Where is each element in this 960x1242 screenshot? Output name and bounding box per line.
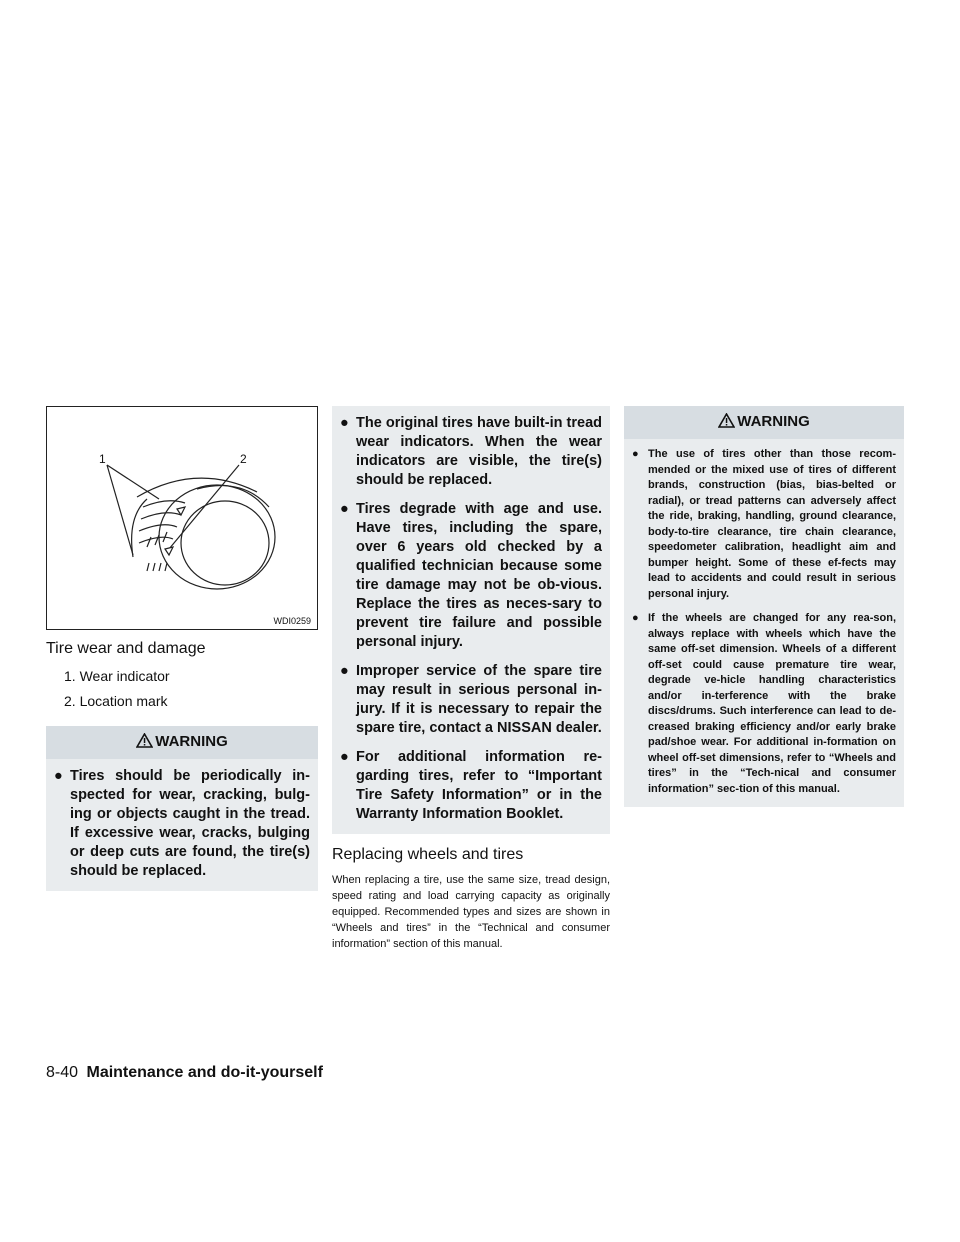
chapter-title: Maintenance and do-it-yourself — [86, 1064, 323, 1081]
callout-1: 1 — [99, 452, 106, 466]
warning-item: ● If the wheels are changed for any rea-son, always replace with wheels which have the same off-set dimension. Wheels of a different off-set could cause premature tire wear, degrade ve-hicle handling characteristics and/or in-terference with the brake discs/drums. Such interference can lead to de-creased braking efficiency and/or early brake pad/shoe wear. For additional in-formation on wheel off-set dimensions, refer to “Wheels and tires” in the “Tech-nical and consumer information” sec-tion of this manual. — [632, 611, 896, 797]
warning-item: ● Tires degrade with age and use. Have tires, including the spare, over 6 years old checked by a qualified technician because some tire damage may not be ob-vious. Replace the tires as neces-sary to prevent tire failure and possible personal injury. — [340, 501, 602, 650]
bullet: ● — [632, 612, 639, 624]
column-3 — [624, 406, 904, 807]
warning-item: ● The original tires have built-in tread wear indicators. When the wear indicators are visible, the tire(s) should be replaced. — [340, 415, 602, 488]
warning-box-wheels — [624, 439, 904, 807]
section-paragraph: When replacing a tire, use the same size, tread design, speed rating and load carrying capacity as originally equipped. Recommended types and sizes are shown in “Wheels and tires” in the “Technical and consumer information” section of this manual. — [332, 874, 610, 950]
warning-label: WARNING — [155, 733, 228, 750]
warning-item: ● The use of tires other than those recom-mended or the mixed use of tires of different brands, construction (bias, bias-belted or radial), or tread patterns can adversely affect the ride, braking, handling, ground clearance, body-to-tire clearance, tire chain clearance, speedometer calibration, headlight aim and bumper height. Some of these ef-fects may lead to accidents and could result in serious personal injury. — [632, 447, 896, 602]
figure-caption: Tire wear and damage — [46, 640, 206, 657]
legend-item: 2. Location mark — [64, 693, 168, 709]
warning-item: ● Improper service of the spare tire may result in serious personal in-jury. If it is necessary to repair the spare tire, contact a NISSAN dealer. — [340, 663, 602, 736]
bullet: ● — [632, 448, 639, 460]
bullet: ● — [340, 663, 349, 679]
bullet: ● — [340, 749, 349, 765]
section-title: Replacing wheels and tires — [332, 846, 524, 863]
callout-2: 2 — [240, 452, 247, 466]
page-number: 8-40 — [46, 1064, 79, 1081]
column-1 — [46, 406, 318, 891]
figure-legend — [46, 664, 318, 714]
warning-header — [624, 406, 904, 439]
warning-box-continued — [332, 406, 610, 834]
tire-drawing — [47, 407, 317, 629]
warning-item: ● Tires should be periodically in-spected for wear, cracking, bulg-ing or objects caught in the tread. If excessive wear, cracks, bulging or deep cuts are found, the tire(s) should be replaced. — [54, 768, 310, 879]
warning-icon — [136, 733, 153, 748]
bullet: ● — [54, 768, 63, 784]
page-footer — [46, 1064, 323, 1082]
warning-icon — [718, 413, 735, 428]
column-2 — [332, 406, 610, 952]
legend-item: 1. Wear indicator — [64, 668, 170, 684]
warning-item: ● For additional information re-garding tires, refer to “Important Tire Safety Information” or in the Warranty Information Booklet. — [340, 749, 602, 822]
warning-label: WARNING — [737, 413, 810, 430]
tire-wear-illustration — [46, 406, 318, 630]
warning-header — [46, 726, 318, 759]
bullet: ● — [340, 415, 349, 431]
warning-box-tires — [46, 759, 318, 891]
bullet: ● — [340, 501, 349, 517]
figure-code: WDI0259 — [273, 616, 311, 626]
